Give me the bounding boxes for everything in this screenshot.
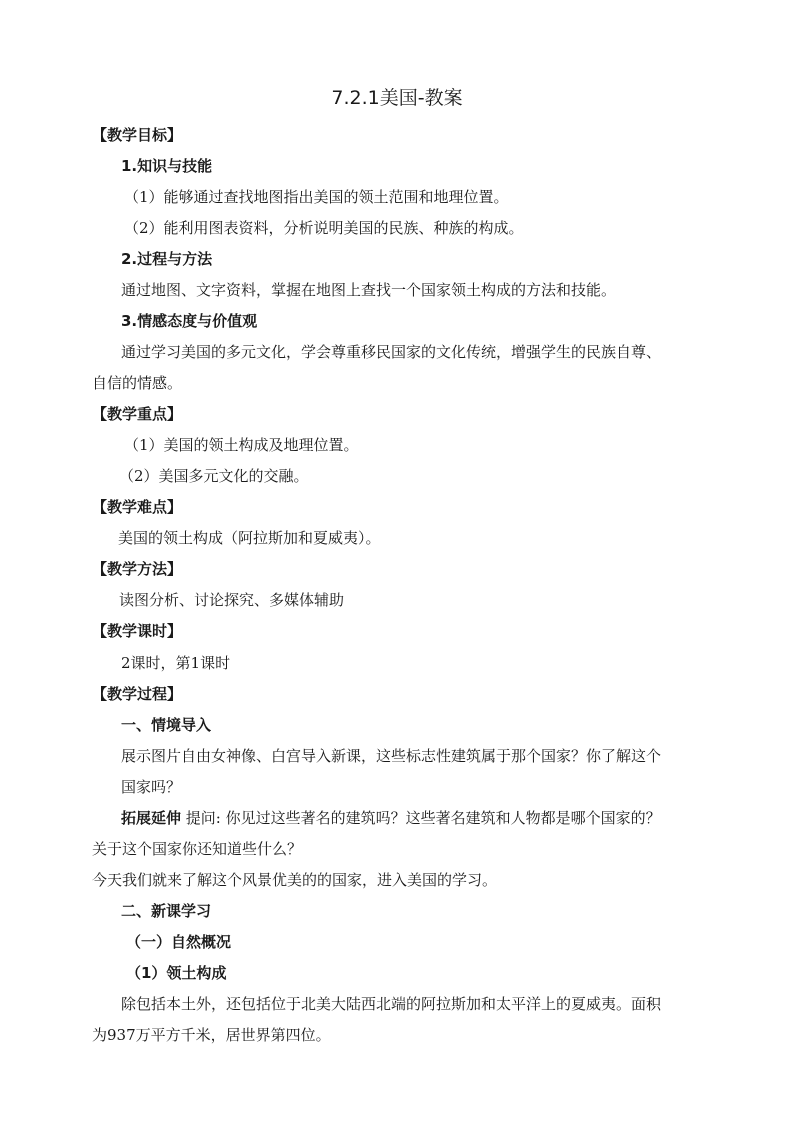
knowledge-item-1: （1）能够通过查找地图指出美国的领土范围和地理位置。 xyxy=(124,188,509,206)
hours-text: 2课时，第1课时 xyxy=(121,654,231,672)
territory-text-line-2: 为937万平方千米，居世界第四位。 xyxy=(92,1026,331,1044)
key-points-heading: 【教学重点】 xyxy=(92,405,183,423)
extension-text: 提问: 你见过这些著名的建筑吗？这些著名建筑和人物都是哪个国家的？ xyxy=(181,809,661,827)
intro-text-line-1: 展示图片自由女神像、白宫导入新课，这些标志性建筑属于那个国家？你了解这个 xyxy=(121,747,662,765)
methods-heading: 【教学方法】 xyxy=(92,560,183,578)
natural-overview-label: （一）自然概况 xyxy=(126,933,232,951)
key-point-item-1: （1）美国的领土构成及地理位置。 xyxy=(124,436,359,454)
process-method-text: 通过地图、文字资料，掌握在地图上查找一个国家领土构成的方法和技能。 xyxy=(121,281,617,299)
process-heading: 【教学过程】 xyxy=(92,685,183,703)
hours-heading: 【教学课时】 xyxy=(92,622,183,640)
attitude-label: 3.情感态度与价值观 xyxy=(121,312,258,330)
difficulties-heading: 【教学难点】 xyxy=(92,498,183,516)
goals-heading: 【教学目标】 xyxy=(92,126,183,144)
section-new-lesson-label: 二、新课学习 xyxy=(121,902,212,920)
process-method-label: 2.过程与方法 xyxy=(121,250,213,268)
extension-line xyxy=(121,808,661,828)
document-title: 7.2.1美国-教案 xyxy=(331,87,463,109)
territory-composition-label: （1）领土构成 xyxy=(126,964,227,982)
territory-text-line-1: 除包括本土外，还包括位于北美大陆西北端的阿拉斯加和太平洋上的夏威夷。面积 xyxy=(121,995,662,1013)
extension-label: 拓展延伸 xyxy=(121,809,182,827)
section-intro-label: 一、情境导入 xyxy=(121,716,212,734)
intro-text-line-2: 国家吗？ xyxy=(121,778,182,796)
extension-text-line-2: 关于这个国家你还知道些什么？ xyxy=(92,840,303,858)
methods-text: 读图分析、讨论探究、多媒体辅助 xyxy=(119,591,345,609)
attitude-text-line-1: 通过学习美国的多元文化，学会尊重移民国家的文化传统，增强学生的民族自尊、 xyxy=(121,343,662,361)
knowledge-skills-label: 1.知识与技能 xyxy=(121,157,213,175)
attitude-text-line-2: 自信的情感。 xyxy=(92,374,183,392)
difficulties-text: 美国的领土构成（阿拉斯加和夏威夷）。 xyxy=(118,529,381,547)
key-point-item-2: （2）美国多元文化的交融。 xyxy=(119,467,309,485)
intro-closing-text: 今天我们就来了解这个风景优美的的国家，进入美国的学习。 xyxy=(92,871,498,889)
knowledge-item-2: （2）能利用图表资料，分析说明美国的民族、种族的构成。 xyxy=(124,219,524,237)
